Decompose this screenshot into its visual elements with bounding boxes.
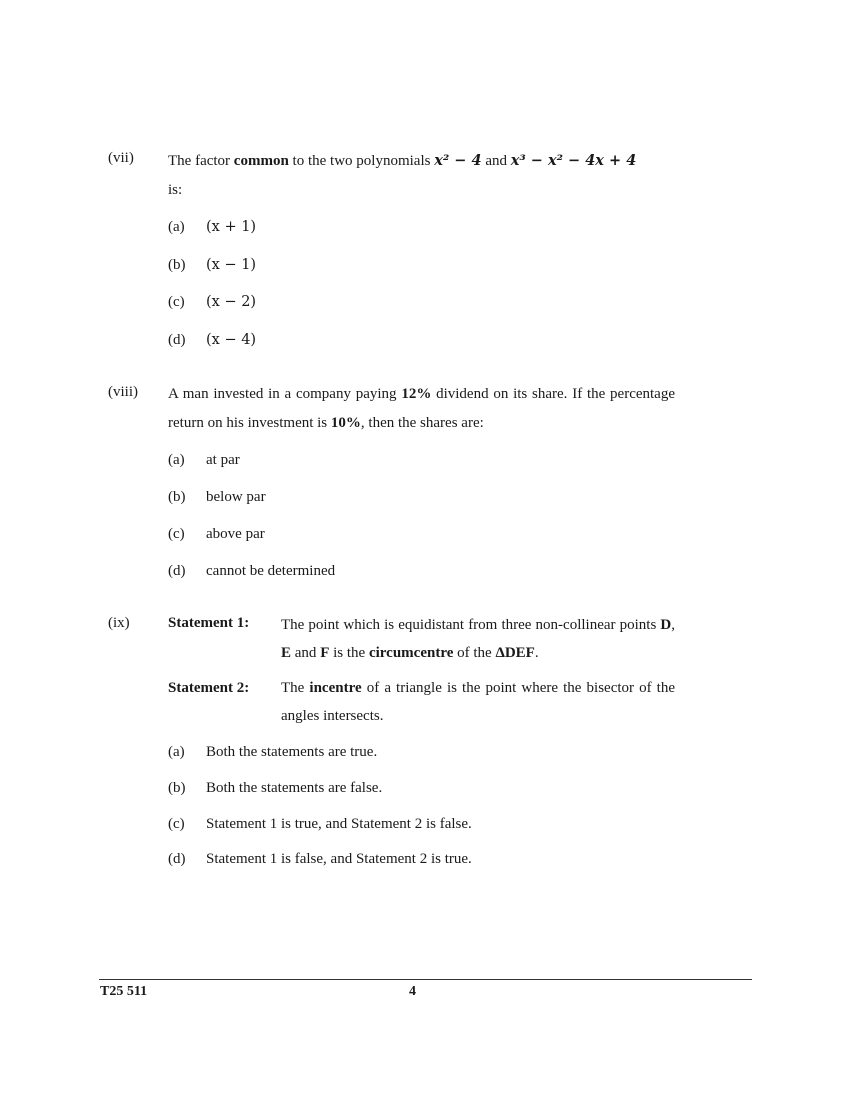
question-number: (ix) xyxy=(108,615,130,631)
question-vii: (vii) The factor common to the two polynomials x² − 4 and x³ − x² − 4x + 4 is: (a) (x + 1) (b) (x − 1) (c) (x − 2) (d) (x − 4) xyxy=(108,150,676,360)
question-ix: (ix) Statement 1: The point which is equidistant from three non-collinear points D, E and F is the circumcentre of the ΔDEF. Statement 2: The incentre of a triangle is the point where the bisector of the angles intersects. (a) Both the statements are true. (b) Both the statements are false. (c) Statement 1 is true, and Statement 2 is false. (d) Statement 1 is false, and Statement 2 is true. xyxy=(108,615,676,875)
polynomial-2: x³ − x² − 4x + 4 xyxy=(510,152,637,169)
question-stem: The factor common to the two polynomials x² − 4 and x³ − x² − 4x + 4 is: xyxy=(168,152,637,198)
footer-divider xyxy=(99,979,752,980)
statement-2-text: The incentre of a triangle is the point where the bisector of the angles intersects. xyxy=(281,680,676,724)
question-number: (vii) xyxy=(108,150,134,166)
paper-code: T25 511 xyxy=(100,984,148,999)
question-viii: (viii) A man invested in a company paying 12% dividend on its share. If the percentage return on his investment is 10%, then the shares are: (a) at par (b) below par (c) above par (d) cannot be determined xyxy=(108,384,676,584)
polynomial-1: x² − 4 xyxy=(434,152,482,169)
statement-2-label: Statement 2: xyxy=(168,680,250,696)
question-number: (viii) xyxy=(108,384,138,400)
page-number: 4 xyxy=(409,984,416,999)
statement-1-label: Statement 1: xyxy=(168,615,250,631)
statement-1-text: The point which is equidistant from three non-collinear points D, E and F is the circumcentre of the ΔDEF. xyxy=(281,617,675,661)
question-stem: A man invested in a company paying 12% dividend on its share. If the percentage return on his investment is 10%, then the shares are: xyxy=(168,386,675,431)
